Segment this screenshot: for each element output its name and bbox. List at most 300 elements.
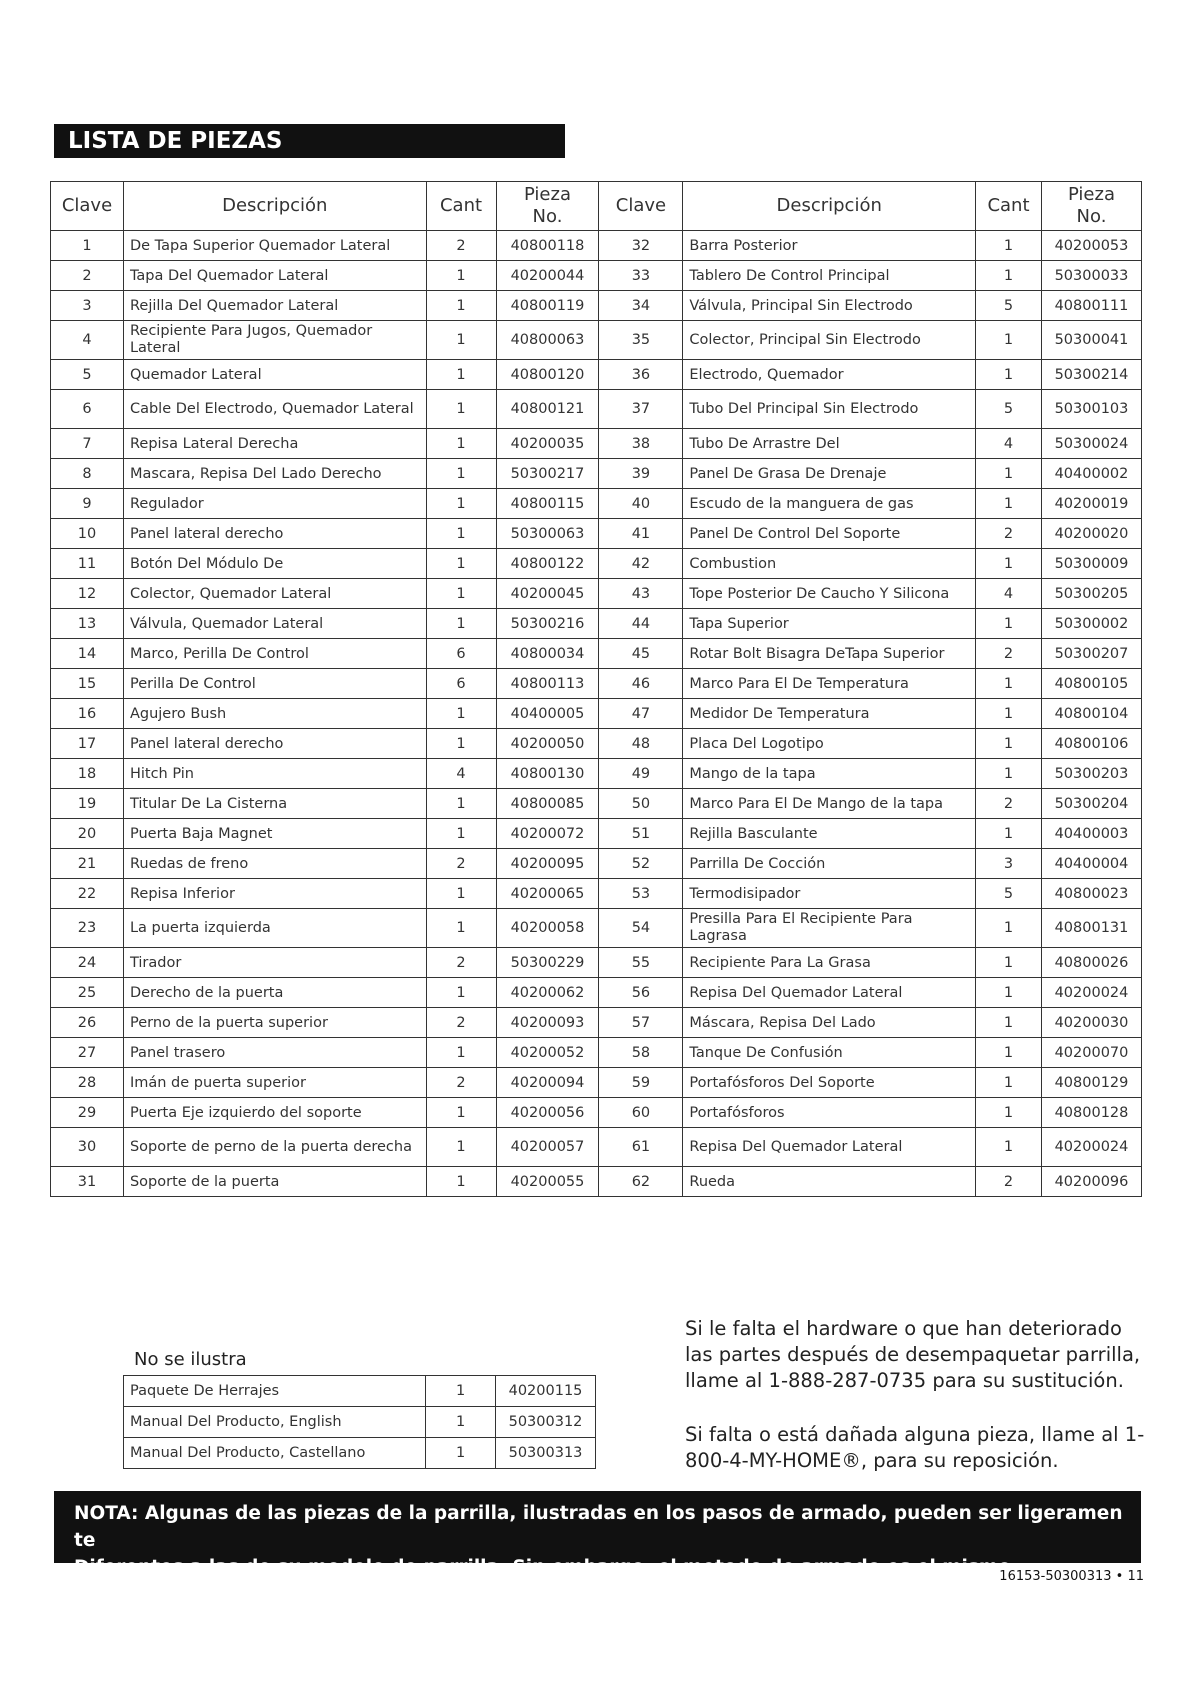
cell-clave: 28 — [51, 1068, 124, 1098]
col-header-pieza-2-line2: No. — [1076, 206, 1107, 227]
nota-line-2: Diferentes a las de su modelo de parrilla. Sin embargo, el metodo de armado es el mismo. — [74, 1557, 1018, 1578]
cell-pieza: 40200019 — [1041, 489, 1141, 519]
cell-pieza: 50300313 — [496, 1438, 596, 1469]
cell-clave: 52 — [599, 849, 683, 879]
cell-clave: 49 — [599, 759, 683, 789]
cell-pieza: 50300229 — [496, 948, 599, 978]
cell-clave: 26 — [51, 1008, 124, 1038]
cell-pieza: 40800104 — [1041, 699, 1141, 729]
cell-cant: 6 — [426, 639, 496, 669]
cell-pieza: 50300103 — [1041, 390, 1141, 429]
cell-clave: 56 — [599, 978, 683, 1008]
table-row — [51, 669, 1142, 699]
cell-pieza: 40200093 — [496, 1008, 599, 1038]
cell-cant: 4 — [976, 579, 1042, 609]
cell-cant: 4 — [976, 429, 1042, 459]
cell-clave: 25 — [51, 978, 124, 1008]
cell-descripcion: Recipiente Para Jugos, Quemador Lateral — [123, 321, 426, 360]
cell-descripcion: Tubo Del Principal Sin Electrodo — [683, 390, 976, 429]
table-row — [124, 1376, 596, 1407]
cell-descripcion: Mango de la tapa — [683, 759, 976, 789]
cell-clave: 12 — [51, 579, 124, 609]
cell-descripcion: Tablero De Control Principal — [683, 261, 976, 291]
table-row — [51, 1038, 1142, 1068]
cell-clave: 59 — [599, 1068, 683, 1098]
cell-descripcion: Regulador — [123, 489, 426, 519]
cell-descripcion: Repisa Del Quemador Lateral — [683, 978, 976, 1008]
cell-descripcion: Máscara, Repisa Del Lado — [683, 1008, 976, 1038]
cell-pieza: 40200094 — [496, 1068, 599, 1098]
cell-clave: 58 — [599, 1038, 683, 1068]
table-row — [51, 849, 1142, 879]
cell-cant: 1 — [976, 360, 1042, 390]
cell-cant: 1 — [426, 360, 496, 390]
cell-pieza: 50300312 — [496, 1407, 596, 1438]
cell-pieza: 40400002 — [1041, 459, 1141, 489]
cell-descripcion: Panel De Grasa De Drenaje — [683, 459, 976, 489]
cell-pieza: 50300204 — [1041, 789, 1141, 819]
cell-descripcion: Marco Para El De Mango de la tapa — [683, 789, 976, 819]
cell-cant: 1 — [976, 819, 1042, 849]
cell-pieza: 40800026 — [1041, 948, 1141, 978]
cell-cant: 1 — [976, 669, 1042, 699]
cell-descripcion: Agujero Bush — [123, 699, 426, 729]
cell-pieza: 40800120 — [496, 360, 599, 390]
cell-pieza: 50300033 — [1041, 261, 1141, 291]
cell-clave: 44 — [599, 609, 683, 639]
cell-descripcion: Hitch Pin — [123, 759, 426, 789]
cell-descripcion: Recipiente Para La Grasa — [683, 948, 976, 978]
cell-cant: 1 — [976, 978, 1042, 1008]
cell-cant: 1 — [426, 1376, 496, 1407]
cell-cant: 1 — [426, 261, 496, 291]
cell-pieza: 40200053 — [1041, 231, 1141, 261]
cell-cant: 1 — [426, 1038, 496, 1068]
cell-cant: 1 — [426, 1407, 496, 1438]
cell-descripcion: Tapa Del Quemador Lateral — [123, 261, 426, 291]
cell-cant: 2 — [976, 639, 1042, 669]
cell-descripcion: Portafósforos Del Soporte — [683, 1068, 976, 1098]
cell-pieza: 40200096 — [1041, 1167, 1141, 1197]
cell-clave: 57 — [599, 1008, 683, 1038]
cell-cant: 1 — [426, 291, 496, 321]
cell-pieza: 50300002 — [1041, 609, 1141, 639]
cell-descripcion: Colector, Principal Sin Electrodo — [683, 321, 976, 360]
cell-clave: 46 — [599, 669, 683, 699]
cell-clave: 33 — [599, 261, 683, 291]
cell-cant: 1 — [426, 390, 496, 429]
table-row — [51, 609, 1142, 639]
cell-clave: 34 — [599, 291, 683, 321]
cell-clave: 32 — [599, 231, 683, 261]
table-row — [51, 1128, 1142, 1167]
col-header-clave-2: Clave — [599, 182, 683, 231]
cell-pieza: 50300216 — [496, 609, 599, 639]
table-row — [51, 879, 1142, 909]
table-row — [51, 489, 1142, 519]
cell-clave: 9 — [51, 489, 124, 519]
cell-cant: 6 — [426, 669, 496, 699]
cell-clave: 50 — [599, 789, 683, 819]
cell-descripcion: Manual Del Producto, Castellano — [124, 1438, 426, 1469]
table-row — [51, 429, 1142, 459]
table-row — [51, 759, 1142, 789]
cell-pieza: 40200072 — [496, 819, 599, 849]
cell-descripcion: Rejilla Basculante — [683, 819, 976, 849]
cell-descripcion: Rotar Bolt Bisagra DeTapa Superior — [683, 639, 976, 669]
cell-clave: 36 — [599, 360, 683, 390]
cell-descripcion: Tubo De Arrastre Del — [683, 429, 976, 459]
cell-clave: 48 — [599, 729, 683, 759]
cell-clave: 11 — [51, 549, 124, 579]
cell-pieza: 40200044 — [496, 261, 599, 291]
cell-clave: 27 — [51, 1038, 124, 1068]
cell-cant: 1 — [976, 489, 1042, 519]
cell-cant: 2 — [426, 948, 496, 978]
cell-descripcion: Escudo de la manguera de gas — [683, 489, 976, 519]
cell-pieza: 40200056 — [496, 1098, 599, 1128]
col-header-descripcion: Descripción — [123, 182, 426, 231]
cell-cant: 1 — [976, 459, 1042, 489]
table-row — [51, 699, 1142, 729]
cell-cant: 1 — [976, 909, 1042, 948]
cell-cant: 1 — [426, 1167, 496, 1197]
cell-pieza: 40800113 — [496, 669, 599, 699]
col-header-descripcion-2: Descripción — [683, 182, 976, 231]
cell-cant: 2 — [426, 1068, 496, 1098]
cell-pieza: 40200030 — [1041, 1008, 1141, 1038]
cell-clave: 3 — [51, 291, 124, 321]
col-header-cant: Cant — [426, 182, 496, 231]
col-header-pieza-line2: No. — [532, 206, 563, 227]
cell-descripcion: Tirador — [123, 948, 426, 978]
table-row — [51, 948, 1142, 978]
cell-pieza: 50300214 — [1041, 360, 1141, 390]
cell-descripcion: Portafósforos — [683, 1098, 976, 1128]
cell-cant: 1 — [426, 1128, 496, 1167]
table-row — [51, 978, 1142, 1008]
cell-cant: 2 — [976, 789, 1042, 819]
cell-descripcion: Marco, Perilla De Control — [123, 639, 426, 669]
cell-clave: 18 — [51, 759, 124, 789]
cell-descripcion: Colector, Quemador Lateral — [123, 579, 426, 609]
cell-pieza: 40200058 — [496, 909, 599, 948]
cell-descripcion: La puerta izquierda — [123, 909, 426, 948]
cell-clave: 10 — [51, 519, 124, 549]
cell-descripcion: Repisa Inferior — [123, 879, 426, 909]
cell-descripcion: Termodisipador — [683, 879, 976, 909]
cell-pieza: 50300217 — [496, 459, 599, 489]
table-row — [51, 789, 1142, 819]
cell-pieza: 40200055 — [496, 1167, 599, 1197]
cell-cant: 1 — [426, 819, 496, 849]
cell-descripcion: Manual Del Producto, English — [124, 1407, 426, 1438]
cell-pieza: 40800130 — [496, 759, 599, 789]
cell-cant: 1 — [426, 879, 496, 909]
cell-cant: 1 — [426, 1438, 496, 1469]
cell-pieza: 40800129 — [1041, 1068, 1141, 1098]
cell-clave: 17 — [51, 729, 124, 759]
cell-cant: 1 — [426, 519, 496, 549]
cell-descripcion: Parrilla De Cocción — [683, 849, 976, 879]
cell-pieza: 40800111 — [1041, 291, 1141, 321]
not-illustrated-table — [123, 1375, 596, 1469]
cell-pieza: 40800063 — [496, 321, 599, 360]
cell-descripcion: Titular De La Cisterna — [123, 789, 426, 819]
cell-descripcion: Válvula, Quemador Lateral — [123, 609, 426, 639]
cell-descripcion: Imán de puerta superior — [123, 1068, 426, 1098]
cell-cant: 1 — [426, 321, 496, 360]
cell-cant: 1 — [976, 699, 1042, 729]
table-header-row — [51, 182, 1142, 231]
cell-clave: 6 — [51, 390, 124, 429]
cell-pieza: 40800115 — [496, 489, 599, 519]
cell-pieza: 40200020 — [1041, 519, 1141, 549]
col-header-pieza-line1: Pieza — [523, 184, 571, 205]
cell-clave: 20 — [51, 819, 124, 849]
table-row — [51, 231, 1142, 261]
cell-descripcion: Mascara, Repisa Del Lado Derecho — [123, 459, 426, 489]
cell-descripcion: Repisa Lateral Derecha — [123, 429, 426, 459]
cell-cant: 1 — [976, 729, 1042, 759]
cell-clave: 60 — [599, 1098, 683, 1128]
cell-clave: 4 — [51, 321, 124, 360]
cell-clave: 47 — [599, 699, 683, 729]
cell-pieza: 40200024 — [1041, 978, 1141, 1008]
cell-descripcion: Botón Del Módulo De — [123, 549, 426, 579]
cell-clave: 24 — [51, 948, 124, 978]
cell-descripcion: Panel lateral derecho — [123, 519, 426, 549]
cell-cant: 1 — [976, 1128, 1042, 1167]
cell-cant: 1 — [426, 978, 496, 1008]
missing-hardware-note: Si le falta el hardware o que han deteriorado las partes después de desempaquetar parrilla, llame al 1-888-287-0735 para su sustitución. — [685, 1317, 1141, 1392]
cell-cant: 1 — [426, 489, 496, 519]
cell-clave: 62 — [599, 1167, 683, 1197]
cell-descripcion: Placa Del Logotipo — [683, 729, 976, 759]
cell-descripcion: Medidor De Temperatura — [683, 699, 976, 729]
nota-line-1: NOTA: Algunas de las piezas de la parrilla, ilustradas en los pasos de armado, pueden ser ligeramen te — [74, 1503, 1123, 1551]
cell-clave: 21 — [51, 849, 124, 879]
cell-clave: 19 — [51, 789, 124, 819]
cell-cant: 1 — [976, 549, 1042, 579]
cell-pieza: 40200115 — [496, 1376, 596, 1407]
cell-clave: 14 — [51, 639, 124, 669]
cell-descripcion: Electrodo, Quemador — [683, 360, 976, 390]
cell-pieza: 40800118 — [496, 231, 599, 261]
cell-pieza: 40200057 — [496, 1128, 599, 1167]
cell-pieza: 40800085 — [496, 789, 599, 819]
cell-clave: 53 — [599, 879, 683, 909]
cell-cant: 1 — [976, 231, 1042, 261]
cell-clave: 30 — [51, 1128, 124, 1167]
cell-cant: 3 — [976, 849, 1042, 879]
not-illustrated-title: No se ilustra — [134, 1349, 247, 1370]
cell-descripcion: Tope Posterior De Caucho Y Silicona — [683, 579, 976, 609]
cell-clave: 41 — [599, 519, 683, 549]
cell-cant: 1 — [426, 729, 496, 759]
cell-pieza: 40800128 — [1041, 1098, 1141, 1128]
cell-pieza: 50300203 — [1041, 759, 1141, 789]
cell-cant: 1 — [976, 948, 1042, 978]
cell-descripcion: Puerta Eje izquierdo del soporte — [123, 1098, 426, 1128]
cell-cant: 1 — [426, 429, 496, 459]
cell-pieza: 40800106 — [1041, 729, 1141, 759]
cell-clave: 35 — [599, 321, 683, 360]
cell-clave: 16 — [51, 699, 124, 729]
cell-pieza: 50300041 — [1041, 321, 1141, 360]
cell-cant: 4 — [426, 759, 496, 789]
cell-pieza: 40800119 — [496, 291, 599, 321]
cell-pieza: 40400003 — [1041, 819, 1141, 849]
col-header-pieza — [496, 182, 599, 231]
cell-pieza: 40200095 — [496, 849, 599, 879]
cell-clave: 55 — [599, 948, 683, 978]
cell-clave: 31 — [51, 1167, 124, 1197]
cell-cant: 2 — [426, 1008, 496, 1038]
cell-clave: 40 — [599, 489, 683, 519]
cell-descripcion: Válvula, Principal Sin Electrodo — [683, 291, 976, 321]
cell-cant: 1 — [426, 1098, 496, 1128]
cell-descripcion: Panel De Control Del Soporte — [683, 519, 976, 549]
cell-clave: 2 — [51, 261, 124, 291]
cell-cant: 5 — [976, 879, 1042, 909]
col-header-pieza-2 — [1041, 182, 1141, 231]
cell-clave: 39 — [599, 459, 683, 489]
cell-descripcion: Rueda — [683, 1167, 976, 1197]
cell-descripcion: Panel trasero — [123, 1038, 426, 1068]
cell-descripcion: Presilla Para El Recipiente Para Lagrasa — [683, 909, 976, 948]
table-row — [51, 261, 1142, 291]
cell-clave: 13 — [51, 609, 124, 639]
cell-descripcion: Combustion — [683, 549, 976, 579]
cell-cant: 1 — [426, 699, 496, 729]
section-title: LISTA DE PIEZAS — [54, 124, 565, 158]
table-row — [51, 390, 1142, 429]
cell-pieza: 40200045 — [496, 579, 599, 609]
cell-clave: 22 — [51, 879, 124, 909]
cell-pieza: 40800023 — [1041, 879, 1141, 909]
cell-descripcion: Repisa Del Quemador Lateral — [683, 1128, 976, 1167]
col-header-pieza-2-line1: Pieza — [1067, 184, 1115, 205]
cell-cant: 1 — [426, 909, 496, 948]
cell-clave: 37 — [599, 390, 683, 429]
table-row — [51, 459, 1142, 489]
cell-clave: 61 — [599, 1128, 683, 1167]
cell-descripcion: Panel lateral derecho — [123, 729, 426, 759]
cell-descripcion: Barra Posterior — [683, 231, 976, 261]
cell-pieza: 40200070 — [1041, 1038, 1141, 1068]
cell-descripcion: Cable Del Electrodo, Quemador Lateral — [123, 390, 426, 429]
cell-descripcion: Perno de la puerta superior — [123, 1008, 426, 1038]
cell-cant: 1 — [976, 609, 1042, 639]
cell-descripcion: Tanque De Confusión — [683, 1038, 976, 1068]
table-row — [51, 729, 1142, 759]
table-row — [51, 909, 1142, 948]
cell-clave: 15 — [51, 669, 124, 699]
col-header-clave: Clave — [51, 182, 124, 231]
cell-descripcion: Soporte de la puerta — [123, 1167, 426, 1197]
cell-cant: 1 — [976, 1098, 1042, 1128]
cell-clave: 42 — [599, 549, 683, 579]
cell-descripcion: Marco Para El De Temperatura — [683, 669, 976, 699]
cell-pieza: 40800131 — [1041, 909, 1141, 948]
cell-pieza: 40800105 — [1041, 669, 1141, 699]
cell-pieza: 50300205 — [1041, 579, 1141, 609]
cell-cant: 1 — [976, 1008, 1042, 1038]
table-row — [51, 360, 1142, 390]
cell-pieza: 40800121 — [496, 390, 599, 429]
col-header-cant-2: Cant — [976, 182, 1042, 231]
cell-pieza: 40200065 — [496, 879, 599, 909]
cell-cant: 1 — [426, 549, 496, 579]
cell-clave: 1 — [51, 231, 124, 261]
cell-clave: 38 — [599, 429, 683, 459]
cell-clave: 7 — [51, 429, 124, 459]
cell-pieza: 50300009 — [1041, 549, 1141, 579]
cell-cant: 1 — [976, 759, 1042, 789]
cell-descripcion: Ruedas de freno — [123, 849, 426, 879]
table-row — [124, 1407, 596, 1438]
cell-cant: 2 — [426, 849, 496, 879]
cell-clave: 5 — [51, 360, 124, 390]
page-footer: 16153-50300313 • 11 — [999, 1569, 1144, 1584]
table-row — [51, 291, 1142, 321]
cell-cant: 2 — [976, 519, 1042, 549]
cell-cant: 1 — [976, 1038, 1042, 1068]
cell-cant: 1 — [426, 459, 496, 489]
cell-cant: 2 — [426, 231, 496, 261]
cell-descripcion: Soporte de perno de la puerta derecha — [123, 1128, 426, 1167]
cell-pieza: 40200050 — [496, 729, 599, 759]
cell-pieza: 40800034 — [496, 639, 599, 669]
table-row — [51, 519, 1142, 549]
cell-pieza: 40200024 — [1041, 1128, 1141, 1167]
cell-cant: 1 — [426, 579, 496, 609]
table-row — [51, 549, 1142, 579]
cell-descripcion: Paquete De Herrajes — [124, 1376, 426, 1407]
cell-descripcion: De Tapa Superior Quemador Lateral — [123, 231, 426, 261]
cell-pieza: 40200052 — [496, 1038, 599, 1068]
table-row — [51, 579, 1142, 609]
cell-descripcion: Quemador Lateral — [123, 360, 426, 390]
cell-cant: 5 — [976, 390, 1042, 429]
cell-descripcion: Puerta Baja Magnet — [123, 819, 426, 849]
cell-cant: 1 — [426, 609, 496, 639]
table-row — [51, 321, 1142, 360]
cell-descripcion: Perilla De Control — [123, 669, 426, 699]
cell-pieza: 50300024 — [1041, 429, 1141, 459]
table-row — [51, 1008, 1142, 1038]
cell-descripcion: Rejilla Del Quemador Lateral — [123, 291, 426, 321]
cell-cant: 2 — [976, 1167, 1042, 1197]
missing-part-note: Si falta o está dañada alguna pieza, llame al 1-800-4-MY-HOME®, para su reposición. — [685, 1423, 1145, 1472]
cell-clave: 23 — [51, 909, 124, 948]
cell-pieza: 40200062 — [496, 978, 599, 1008]
table-row — [51, 819, 1142, 849]
cell-pieza: 50300207 — [1041, 639, 1141, 669]
cell-pieza: 40800122 — [496, 549, 599, 579]
cell-pieza: 50300063 — [496, 519, 599, 549]
cell-clave: 54 — [599, 909, 683, 948]
cell-clave: 45 — [599, 639, 683, 669]
cell-pieza: 40400004 — [1041, 849, 1141, 879]
table-row — [51, 1167, 1142, 1197]
cell-descripcion: Derecho de la puerta — [123, 978, 426, 1008]
table-row — [51, 639, 1142, 669]
cell-pieza: 40200035 — [496, 429, 599, 459]
cell-cant: 1 — [976, 321, 1042, 360]
cell-cant: 5 — [976, 291, 1042, 321]
